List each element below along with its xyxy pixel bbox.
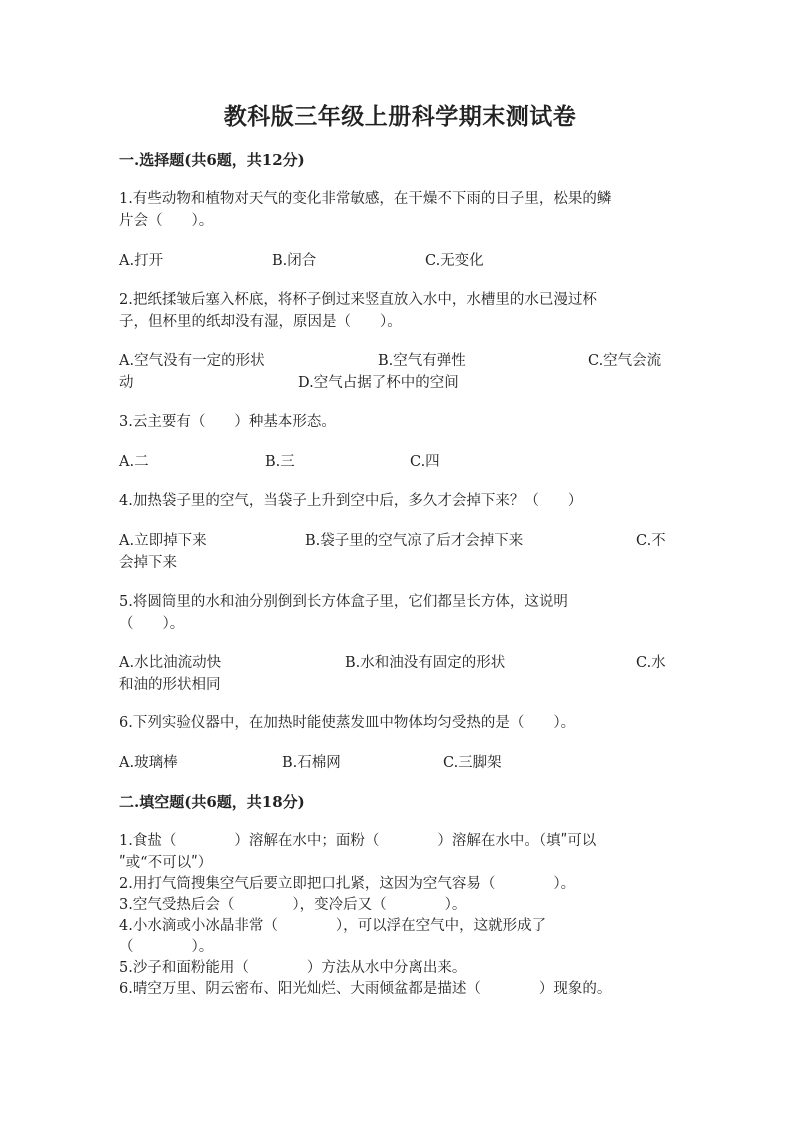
section-heading-choice: 一.选择题(共6题，共12分) [119,151,305,169]
fill-line-6: 6.晴空万里、阴云密布、阳光灿烂、大雨倾盆都是描述（ ）现象的。 [119,981,612,997]
question-2-line-1: 2.把纸揉皱后塞入杯底，将杯子倒过来竖直放入水中，水槽里的水已漫过杯 [119,292,597,308]
fill-line-4-wrap: （ ）。 [119,939,214,955]
question-1-line-2: 片会（ ）。 [119,213,214,229]
fill-line-3: 3.空气受热后会（ ），变冷后又（ ）。 [119,897,467,913]
question-3-line-1: 3.云主要有（ ）种基本形态。 [119,414,336,430]
question-6-option-a: A.玻璃棒 [119,755,178,771]
question-1-option-c: C.无变化 [425,253,484,269]
question-2-option-a: A.空气没有一定的形状 [119,353,265,369]
page-title: 教科版三年级上册科学期末测试卷 [223,103,577,130]
question-2-option-c-wrap: 动 [119,375,134,391]
section-heading-fill-blank: 二.填空题(共6题，共18分) [119,793,305,811]
fill-line-2: 2.用打气筒搜集空气后要立即把口扎紧，这因为空气容易（ ）。 [119,876,576,892]
question-5-option-c: C.水 [636,655,666,671]
question-1-line-1: 1.有些动物和植物对天气的变化非常敏感，在干燥不下雨的日子里，松果的鳞 [119,191,612,207]
question-4-option-c: C.不 [636,533,666,549]
question-5-line-1: 5.将圆筒里的水和油分别倒到长方体盒子里，它们都呈长方体，这说明 [119,594,568,610]
question-6-line-1: 6.下列实验仪器中，在加热时能使蒸发皿中物体均匀受热的是（ ）。 [119,715,576,731]
fill-line-4: 4.小水滴或小冰晶非常（ ），可以浮在空气中，这就形成了 [119,918,547,934]
question-4-option-a: A.立即掉下来 [119,533,207,549]
question-4-option-c-wrap: 会掉下来 [119,555,177,571]
question-1-option-a: A.打开 [119,253,164,269]
question-3-option-b: B.三 [265,454,295,470]
question-4-option-b: B.袋子里的空气凉了后才会掉下来 [305,533,524,549]
question-2-line-2: 子，但杯里的纸却没有湿，原因是（ ）。 [119,314,402,330]
question-6-option-c: C.三脚架 [443,755,502,771]
question-3-option-a: A.二 [119,454,149,470]
question-5-option-b: B.水和油没有固定的形状 [345,655,506,671]
fill-line-5: 5.沙子和面粉能用（ ）方法从水中分离出来。 [119,960,467,976]
question-2-option-c: C.空气会流 [588,353,662,369]
fill-line-1-wrap: ʺ或“不可以ʺ） [119,855,213,871]
question-5-option-c-wrap: 和油的形状相同 [119,677,221,693]
question-2-option-d: D.空气占据了杯中的空间 [298,375,459,391]
question-5-option-a: A.水比油流动快 [119,655,222,671]
question-4-line-1: 4.加热袋子里的空气，当袋子上升到空中后，多久才会掉下来？（ ） [119,493,583,509]
question-2-option-b: B.空气有弹性 [378,353,466,369]
question-1-option-b: B.闭合 [272,253,317,269]
question-6-option-b: B.石棉网 [282,755,341,771]
fill-line-1: 1.食盐（ ）溶解在水中；面粉（ ）溶解在水中。（填ʺ可以 [119,833,597,849]
question-5-line-2: （ ）。 [119,616,185,632]
question-3-option-c: C.四 [410,454,440,470]
